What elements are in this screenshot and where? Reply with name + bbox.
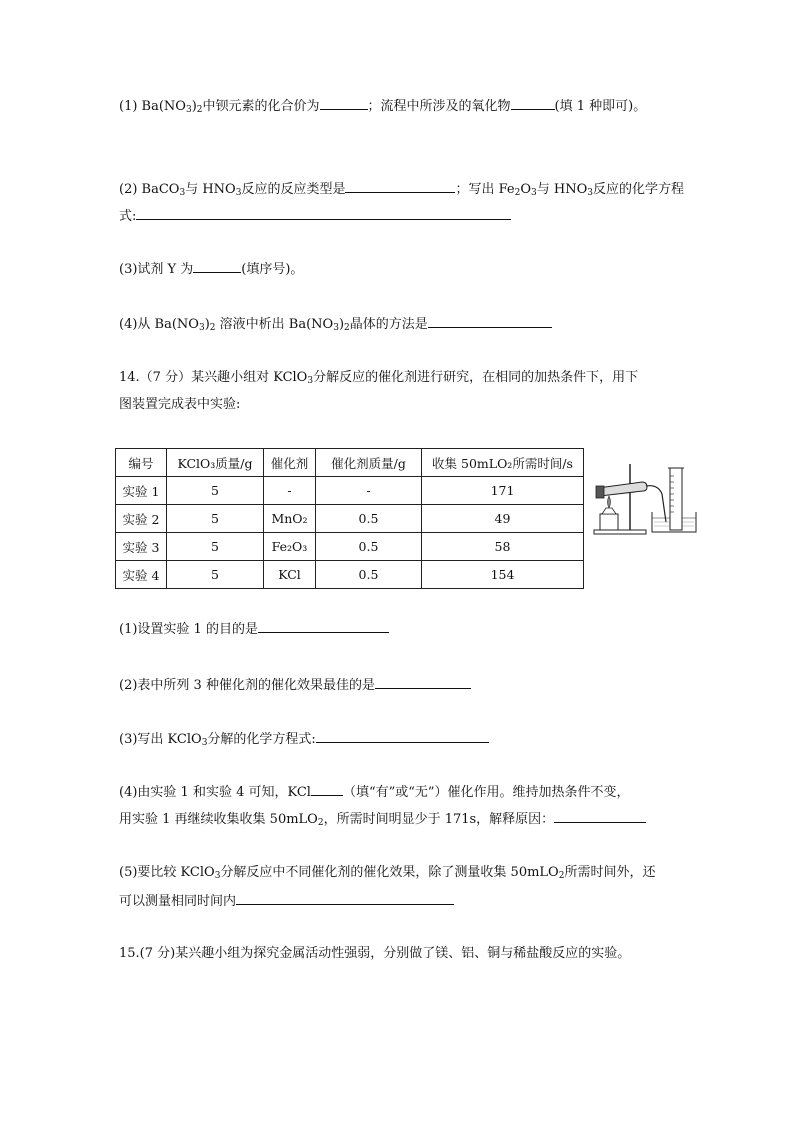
table-cell: MnO₂ (264, 505, 316, 533)
q14-part4: (4)由实验 1 和实验 4 可知，KCl （填“有”或“无”）催化作用。维持加热条件不变， (119, 782, 630, 802)
table-cell: 5 (167, 533, 264, 561)
q13-part2-cont: 式: (119, 206, 511, 226)
table-cell: 实验 1 (116, 477, 167, 505)
answer-blank[interactable] (136, 206, 511, 220)
answer-blank[interactable] (511, 96, 555, 110)
answer-blank[interactable] (258, 619, 389, 633)
q14-intro-cont: 图装置完成表中实验: (119, 397, 241, 412)
experiment-table (115, 448, 584, 589)
header-cell: KClO₃质量/g (167, 449, 264, 477)
table-row (116, 561, 584, 589)
table-cell: 实验 3 (116, 533, 167, 561)
table-cell: 实验 2 (116, 505, 167, 533)
table-cell: 实验 4 (116, 561, 167, 589)
q14-part3: (3)写出 KClO$_3$分解的化学方程式: (119, 729, 489, 749)
table-cell: 58 (422, 533, 584, 561)
answer-blank[interactable] (375, 675, 471, 689)
table-cell: 49 (422, 505, 584, 533)
table-row (116, 533, 584, 561)
answer-blank[interactable] (345, 179, 455, 193)
header-cell: 催化剂 (264, 449, 316, 477)
answer-blank[interactable] (320, 96, 368, 110)
q14-part4-cont: 用实验 1 再继续收集收集 50mLO$_2$，所需时间明显少于 171s，解释原因： (119, 809, 646, 829)
answer-blank[interactable] (311, 782, 343, 796)
q13-part1: (1) $Ba(NO_3)_2$中钡元素的化合价为 ；流程中所涉及的氧化物 (填 1 种即可)。 (119, 96, 646, 116)
table-header-row (116, 449, 584, 477)
table-cell: - (264, 477, 316, 505)
answer-blank[interactable] (554, 809, 646, 823)
answer-blank[interactable] (316, 729, 489, 743)
table-cell: 154 (422, 561, 584, 589)
header-cell: 编号 (116, 449, 167, 477)
q14-part5-cont: 可以测量相同时间内 (119, 891, 454, 911)
q13-part3: (3)试剂 Y 为 (填序号)。 (119, 259, 303, 279)
q13-part2: (2) BaCO$_3$与 $HNO_3$反应的反应类型是 ；写出 $Fe_2O_3$与 $HNO_3$反应的化学方程 (119, 179, 684, 199)
q14-intro: 14.（7 分）某兴趣小组对 KClO$_3$分解反应的催化剂进行研究，在相同的加热条件下，用下 (119, 370, 639, 386)
answer-blank[interactable] (428, 314, 552, 328)
table-cell: 0.5 (316, 561, 422, 589)
table-row (116, 477, 584, 505)
q14-part2: (2)表中所列 3 种催化剂的催化效果最佳的是 (119, 675, 471, 695)
header-cell: 收集 50mLO₂所需时间/s (422, 449, 584, 477)
table-cell: 171 (422, 477, 584, 505)
table-cell: 5 (167, 505, 264, 533)
table-cell: 5 (167, 477, 264, 505)
answer-blank[interactable] (236, 891, 454, 905)
q14-part1: (1)设置实验 1 的目的是 (119, 619, 389, 639)
table-row (116, 505, 584, 533)
gas-collection-apparatus-illustration (592, 458, 698, 536)
q13-part4: (4)从 $Ba(NO_3)_2$ 溶液中析出 $Ba(NO_3)_2$晶体的方法是 (119, 314, 552, 334)
table-cell: 0.5 (316, 533, 422, 561)
q14-part5: (5)要比较 KClO$_3$分解反应中不同催化剂的催化效果，除了测量收集 50mLO$_2$所需时间外，还 (119, 865, 656, 881)
table-cell: Fe₂O₃ (264, 533, 316, 561)
q15-intro: 15.(7 分)某兴趣小组为探究金属活动性强弱，分别做了镁、铝、铜与稀盐酸反应的实验。 (119, 946, 631, 961)
table-cell: - (316, 477, 422, 505)
answer-blank[interactable] (193, 259, 241, 273)
header-cell: 催化剂质量/g (316, 449, 422, 477)
table-cell: 5 (167, 561, 264, 589)
table-cell: 0.5 (316, 505, 422, 533)
table-cell: KCl (264, 561, 316, 589)
